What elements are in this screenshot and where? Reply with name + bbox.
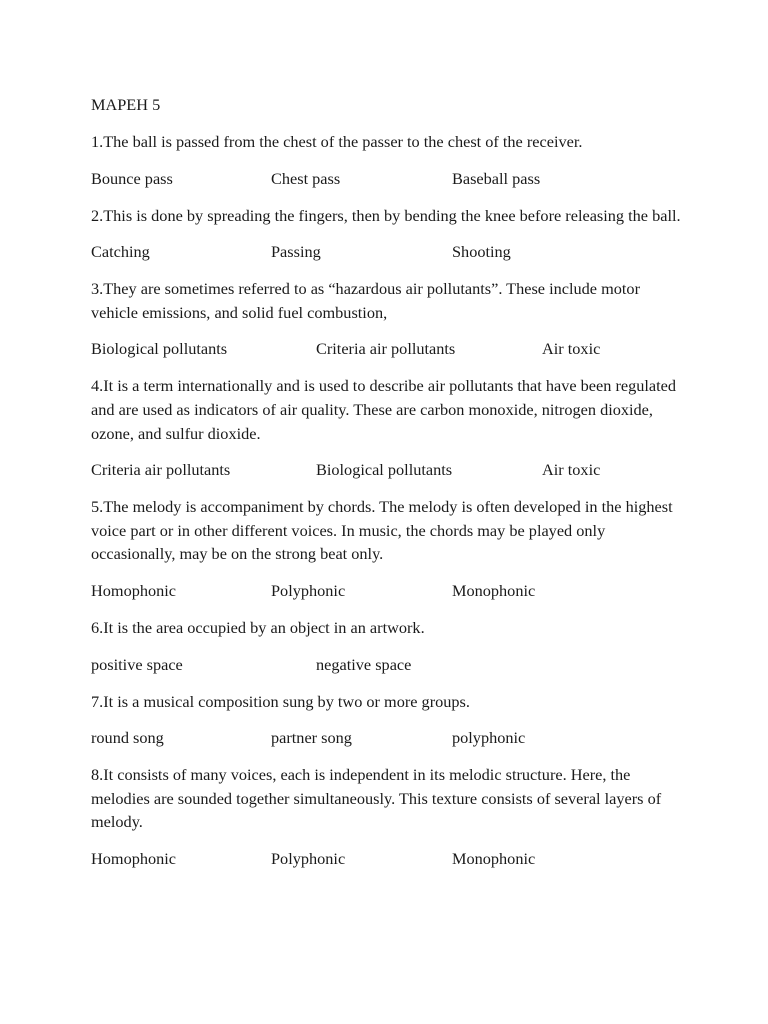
choice-5c: Monophonic [452, 580, 536, 600]
question-2: 2.This is done by spreading the fingers, then by bending the knee before releasing the ball. [91, 205, 681, 225]
choice-5b: Polyphonic [271, 580, 346, 600]
choices-5 [91, 579, 681, 603]
choice-8a: Homophonic [91, 848, 177, 868]
question-5: 5.The melody is accompaniment by chords. The melody is often developed in the highest voice part or in other different voices. In music, the chords may be played only occasionally, may be on the strong beat only. [91, 497, 673, 564]
choices-4 [91, 458, 681, 482]
worksheet-page [91, 93, 681, 884]
choice-2a: Catching [91, 242, 150, 262]
choices-3 [91, 337, 681, 361]
choice-1b: Chest pass [271, 168, 341, 188]
choice-4c: Air toxic [542, 460, 601, 480]
choice-7b: partner song [271, 728, 352, 748]
choice-4b: Biological pollutants [316, 460, 453, 480]
choice-2b: Passing [271, 242, 321, 262]
choices-8 [91, 847, 681, 871]
choices-1 [91, 167, 681, 191]
choice-6a: positive space [91, 654, 183, 674]
choice-3b: Criteria air pollutants [316, 339, 456, 359]
choice-4a: Criteria air pollutants [91, 460, 231, 480]
choice-6b: negative space [316, 654, 412, 674]
choice-2c: Shooting [452, 242, 511, 262]
choice-7c: polyphonic [452, 728, 526, 748]
choices-2 [91, 240, 681, 264]
choice-3c: Air toxic [542, 339, 601, 359]
choice-5a: Homophonic [91, 580, 177, 600]
choice-8b: Polyphonic [271, 848, 346, 868]
choice-1a: Bounce pass [91, 168, 173, 188]
choices-6 [91, 653, 681, 677]
question-3: 3.They are sometimes referred to as “hazardous air pollutants”. These include motor vehicle emissions, and solid fuel combustion, [91, 279, 640, 322]
choices-7 [91, 726, 681, 750]
question-7: 7.It is a musical composition sung by two or more groups. [91, 691, 470, 711]
question-8: 8.It consists of many voices, each is independent in its melodic structure. Here, the melodies are sounded together simultaneously. This texture consists of several layers of melody. [91, 765, 662, 832]
choice-8c: Monophonic [452, 848, 536, 868]
choice-1c: Baseball pass [452, 168, 541, 188]
worksheet-title: MAPEH 5 [91, 95, 161, 114]
question-6: 6.It is the area occupied by an object in an artwork. [91, 617, 425, 637]
question-4: 4.It is a term internationally and is used to describe air pollutants that have been regulated and are used as indicators of air quality. These are carbon monoxide, nitrogen dioxide, ozone, and sulfur dioxide. [91, 376, 677, 443]
choice-3a: Biological pollutants [91, 339, 228, 359]
choice-7a: round song [91, 728, 164, 748]
question-1: 1.The ball is passed from the chest of the passer to the chest of the receiver. [91, 132, 583, 151]
